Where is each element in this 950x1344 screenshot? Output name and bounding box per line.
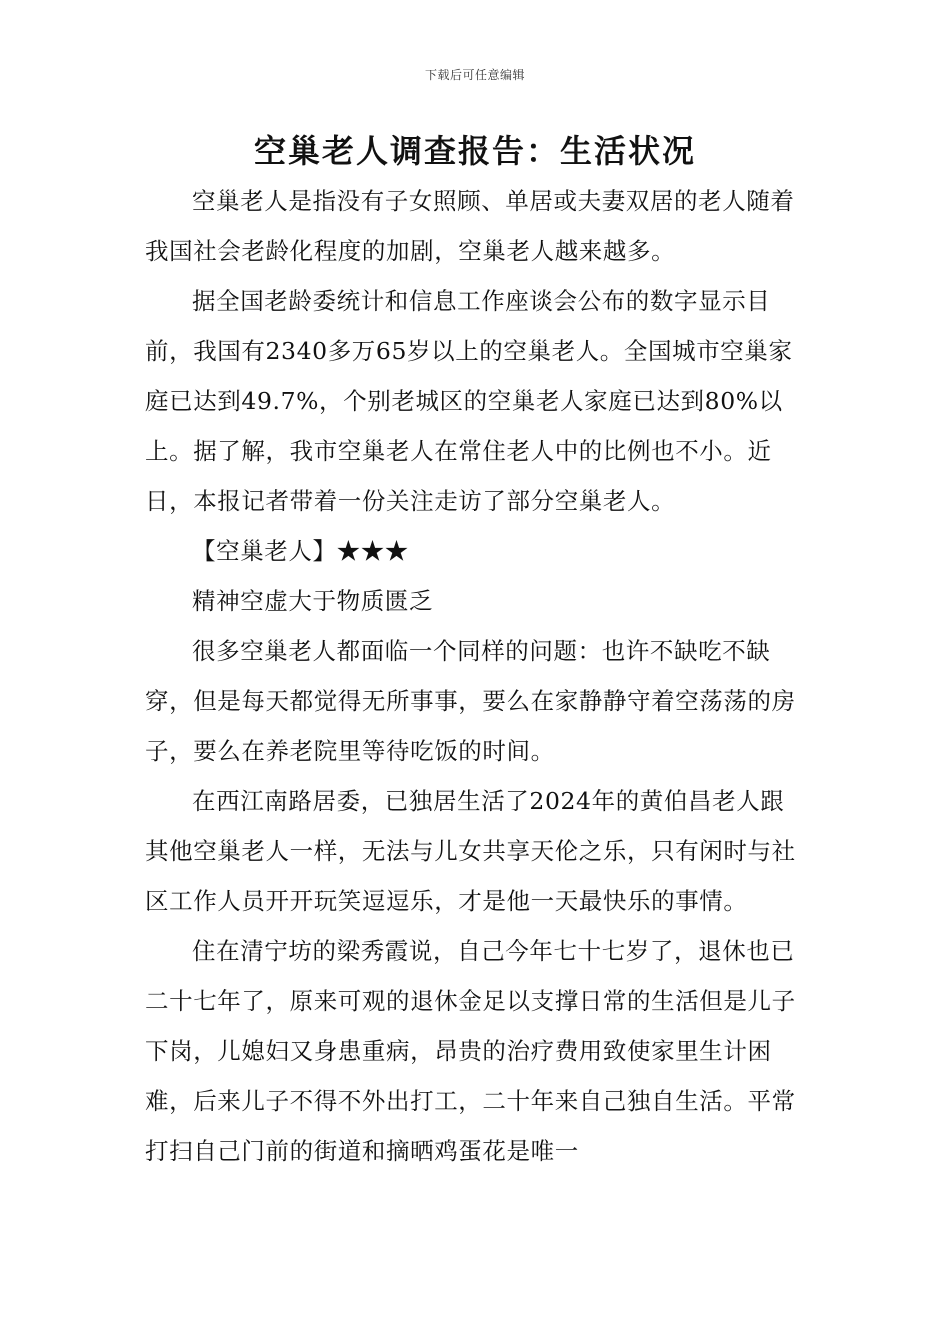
- document-title: 空巢老人调查报告：生活状况: [253, 132, 696, 170]
- section-heading: 【空巢老人】★★★: [192, 537, 409, 565]
- paragraph-spiritual-emptiness: 很多空巢老人都面临一个同样的问题：也许不缺吃不缺穿，但是每天都觉得无所事事，要么在家静静守着空荡荡的房子，要么在养老院里等待吃饭的时间。: [145, 637, 796, 765]
- paragraph-statistics: 据全国老龄委统计和信息工作座谈会公布的数字显示目前，我国有2340多万65岁以上的空巢老人。全国城市空巢家庭已达到49.7%，个别老城区的空巢老人家庭已达到80%以上。据了解，我市空巢老人在常住老人中的比例也不小。近日，本报记者带着一份关注走访了部分空巢老人。: [145, 287, 793, 515]
- paragraph-liang-xiuxia: 住在清宁坊的梁秀霞说，自己今年七十七岁了，退休也已二十七年了，原来可观的退休金足以支撑日常的生活但是儿子下岗，儿媳妇又身患重病，昂贵的治疗费用致使家里生计困难，后来儿子不得不外出打工，二十年来自己独自生活。平常打扫自己门前的街道和摘晒鸡蛋花是唯一: [145, 937, 796, 1165]
- paragraph-huang-bochang: 在西江南路居委，已独居生活了2024年的黄伯昌老人跟其他空巢老人一样，无法与儿女共享天伦之乐，只有闲时与社区工作人员开开玩笑逗逗乐，才是他一天最快乐的事情。: [145, 787, 796, 915]
- paragraph-intro: 空巢老人是指没有子女照顾、单居或夫妻双居的老人随着我国社会老龄化程度的加剧，空巢老人越来越多。: [145, 187, 795, 265]
- header-note: 下载后可任意编辑: [424, 68, 525, 82]
- section-subheading: 精神空虚大于物质匮乏: [192, 587, 433, 615]
- document-body: [145, 176, 807, 1176]
